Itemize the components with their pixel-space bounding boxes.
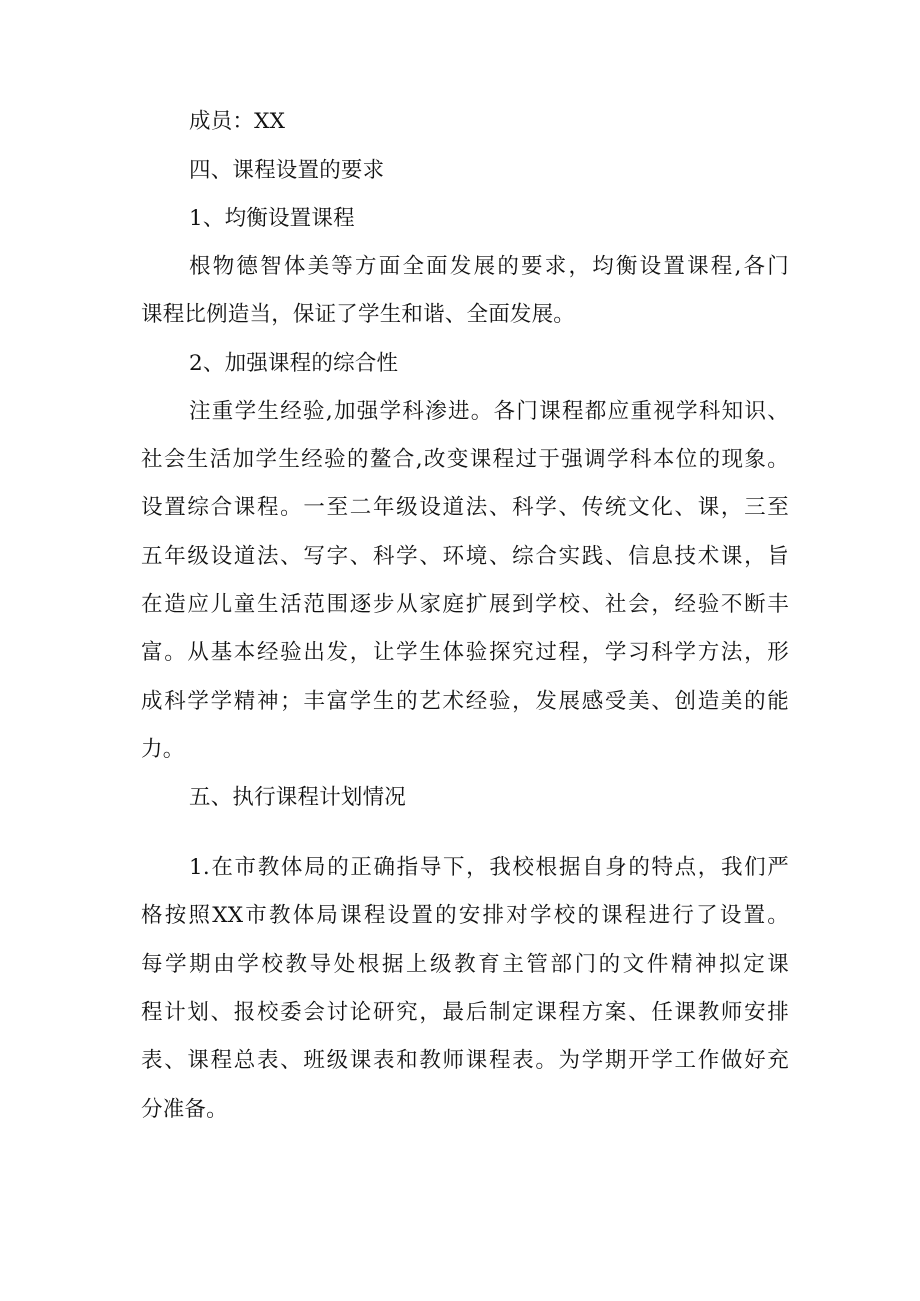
text-line: 程计划、报校委会讨论研究，最后制定课程方案、任课教师安排 [141, 1000, 789, 1025]
text-line: 设置综合课程。一至二年级设道法、科学、传统文化、课，三至 [141, 495, 789, 520]
text-line: 课程比例造当，保证了学生和谐、全面发展。 [141, 302, 576, 327]
text-line: 分准备。 [141, 1097, 228, 1122]
text-line: 在造应儿童生活范围逐步从家庭扩展到学校、社会，经验不断丰 [141, 592, 789, 617]
text-line: 2、加强课程的综合性 [189, 351, 399, 376]
text-line: 五年级设道法、写字、科学、环境、综合实践、信息技术课，旨 [141, 544, 789, 569]
text-line: 1.在市教体局的正确指导下，我校根据自身的特点，我们严 [189, 855, 789, 880]
text-line: 富。从基本经验出发，让学生体验探究过程，学习科学方法，形 [141, 640, 789, 665]
text-line: 成员：XX [189, 109, 286, 134]
text-line: 1、均衡设置课程 [189, 206, 355, 231]
text-line: 每学期由学校教导处根据上级教育主管部门的文件精神拟定课 [141, 952, 789, 977]
text-line: 四、课程设置的要求 [189, 158, 385, 183]
text-line: 成科学学精神；丰富学生的艺术经验，发展感受美、创造美的能 [141, 689, 789, 714]
text-line: 社会生活加学生经验的鳌合,改变课程过于强调学科本位的现象。 [141, 447, 789, 472]
text-line: 力。 [141, 737, 185, 762]
text-line: 格按照XX市教体局课程设置的安排对学校的课程进行了设置。 [141, 903, 789, 928]
text-line: 五、执行课程计划情况 [189, 785, 407, 810]
text-line: 表、课程总表、班级课表和教师课程表。为学期开学工作做好充 [141, 1048, 789, 1073]
text-line: 注重学生经验,加强学科渗进。各门课程都应重视学科知识、 [189, 399, 789, 424]
text-line: 根物德智体美等方面全面发展的要求，均衡设置课程,各门 [189, 254, 789, 279]
